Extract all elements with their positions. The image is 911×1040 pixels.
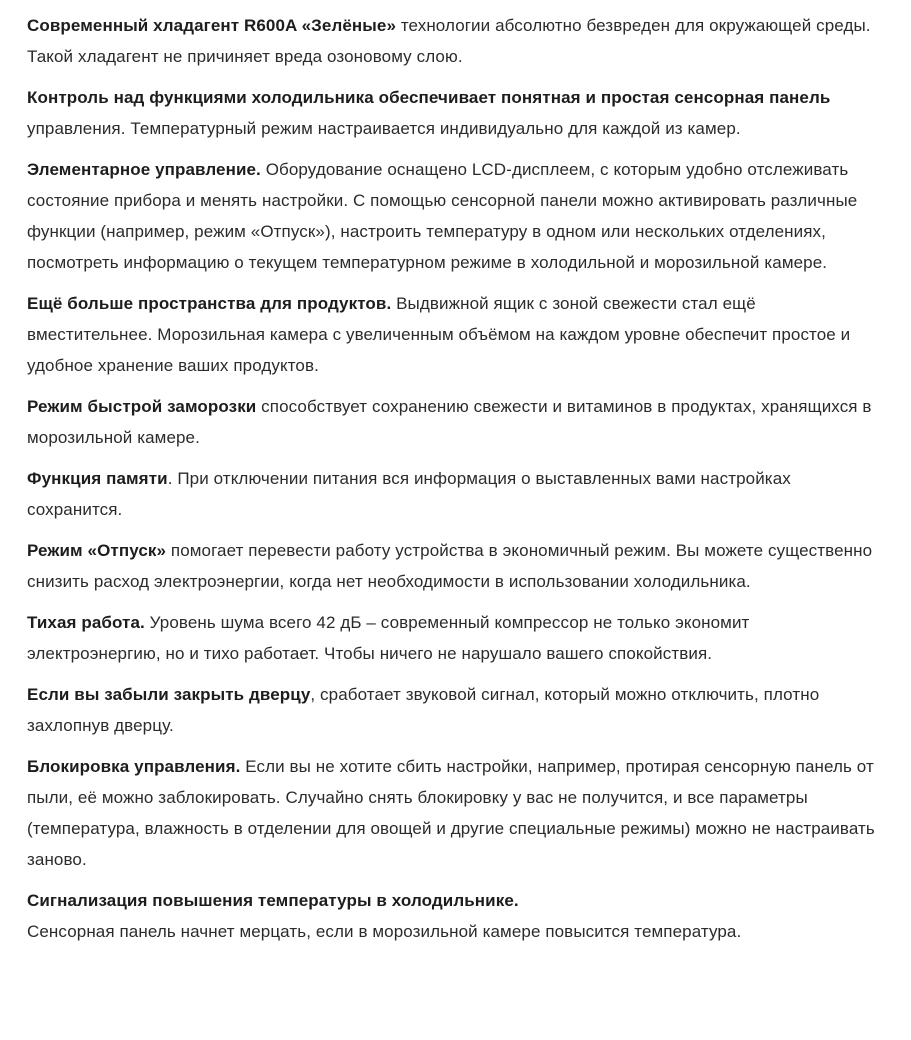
- feature-title: Режим быстрой заморозки: [27, 397, 257, 416]
- feature-easy-control: [27, 154, 884, 278]
- feature-text: , сработает звуковой сигнал, который можно отключить, плотно захлопнув дверцу.: [27, 685, 820, 735]
- feature-text: способствует сохранению свежести и витаминов в продуктах, хранящихся в морозильной камере.: [27, 397, 872, 447]
- feature-text: Уровень шума всего 42 дБ – современный компрессор не только экономит электроэнергию, но и тихо работает. Чтобы ничего не нарушало вашего спокойствия.: [27, 613, 750, 663]
- feature-refrigerant: [27, 10, 884, 72]
- feature-title: Если вы забыли закрыть дверцу: [27, 685, 311, 704]
- feature-child-lock: [27, 751, 884, 875]
- feature-text: Сенсорная панель начнет мерцать, если в морозильной камере повысится температура.: [27, 922, 742, 941]
- feature-title: Современный хладагент R600A «Зелёные»: [27, 16, 397, 35]
- feature-title: Ещё больше пространства для продуктов.: [27, 294, 392, 313]
- feature-memory: [27, 463, 884, 525]
- feature-text: Выдвижной ящик с зоной свежести стал ещё вместительнее. Морозильная камера с увеличенным объёмом на каждом уровне обеспечит простое и удобное хранение ваших продуктов.: [27, 294, 851, 375]
- feature-temperature-alarm: [27, 885, 884, 947]
- feature-title: Контроль над функциями холодильника обеспечивает понятная и простая сенсорная панель: [27, 88, 831, 107]
- feature-title: Режим «Отпуск»: [27, 541, 167, 560]
- feature-more-space: [27, 288, 884, 381]
- feature-title: Элементарное управление.: [27, 160, 261, 179]
- feature-text: помогает перевести работу устройства в экономичный режим. Вы можете существенно снизить расход электроэнергии, когда нет необходимости в использовании холодильника.: [27, 541, 873, 591]
- feature-fast-freeze: [27, 391, 884, 453]
- feature-text: технологии абсолютно безвреден для окружающей среды. Такой хладагент не причиняет вреда озоновому слою.: [27, 16, 871, 66]
- feature-quiet: [27, 607, 884, 669]
- feature-title: Блокировка управления.: [27, 757, 241, 776]
- feature-sensor-panel: [27, 82, 884, 144]
- feature-title: Тихая работа.: [27, 613, 145, 632]
- feature-title: Функция памяти: [27, 469, 168, 488]
- feature-door-alarm: [27, 679, 884, 741]
- feature-title: Сигнализация повышения температуры в холодильнике.: [27, 891, 519, 910]
- feature-text: Если вы не хотите сбить настройки, например, протирая сенсорную панель от пыли, её можно заблокировать. Случайно снять блокировку у вас не получится, и все параметры (температура, влажность в отделении для овощей и другие специальные режимы) можно не настраивать заново.: [27, 757, 875, 869]
- feature-text: управления. Температурный режим настраивается индивидуально для каждой из камер.: [27, 119, 741, 138]
- feature-vacation-mode: [27, 535, 884, 597]
- feature-text: . При отключении питания вся информация о выставленных вами настройках сохранится.: [27, 469, 791, 519]
- feature-text: Оборудование оснащено LCD-дисплеем, с которым удобно отслеживать состояние прибора и менять настройки. С помощью сенсорной панели можно активировать различные функции (например, режим «Отпуск»), настроить температуру в одном или нескольких отделениях, посмотреть информацию о текущем температурном режиме в холодильной и морозильной камере.: [27, 160, 858, 272]
